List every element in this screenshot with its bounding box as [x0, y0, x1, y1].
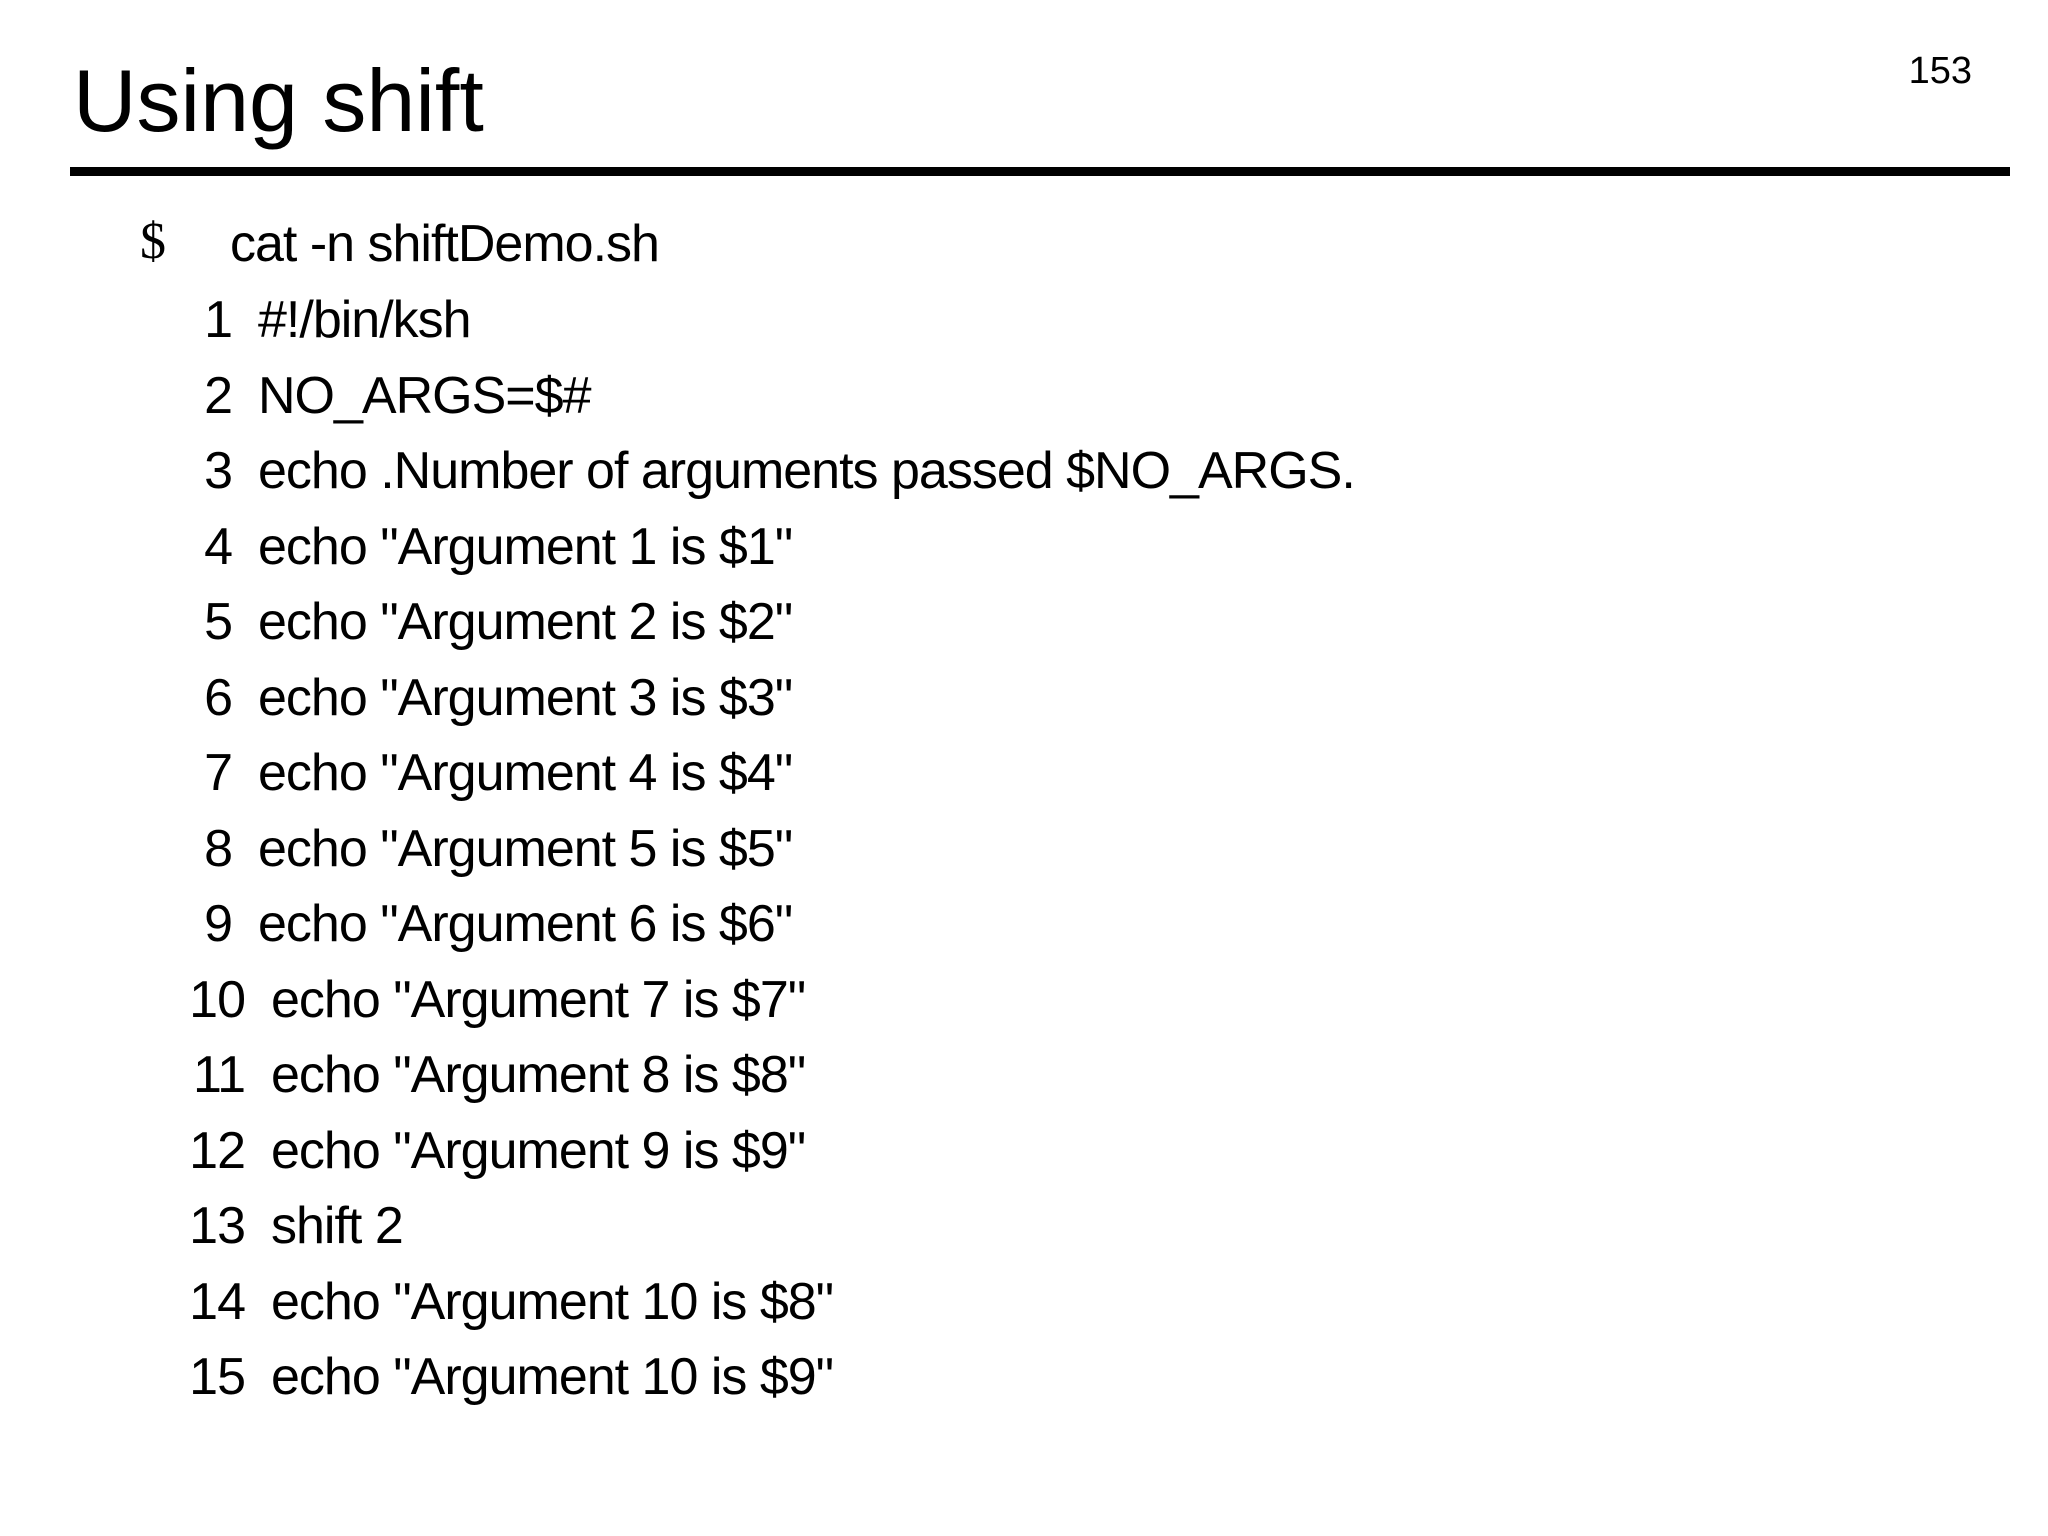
line-text: echo "Argument 8 is $8"	[271, 1046, 806, 1104]
line-number: 6	[204, 668, 232, 727]
line-text: echo "Argument 9 is $9"	[271, 1121, 806, 1180]
line-text: echo "Argument 2 is $2"	[258, 593, 793, 651]
prompt-symbol: $	[140, 213, 166, 270]
line-text: echo "Argument 6 is $6"	[258, 895, 793, 953]
line-number: 1	[204, 291, 232, 349]
line-number: 12	[189, 1121, 245, 1180]
code-line	[0, 662, 2048, 738]
code-line	[0, 888, 2048, 964]
code-line	[0, 511, 2048, 587]
line-number: 8	[204, 819, 232, 878]
line-text: echo "Argument 10 is $9"	[271, 1348, 834, 1406]
line-number: 13	[189, 1197, 245, 1255]
code-line	[0, 1039, 2048, 1115]
line-number: 4	[204, 517, 232, 576]
shell-command: cat -n shiftDemo.sh	[230, 215, 659, 273]
code-line	[0, 435, 2048, 511]
line-number: 10	[189, 970, 245, 1029]
code-line	[0, 1341, 2048, 1417]
code-line	[0, 1115, 2048, 1191]
line-number: 15	[189, 1348, 245, 1406]
line-number: 9	[204, 895, 232, 953]
command-line	[0, 208, 2048, 284]
code-line	[0, 1190, 2048, 1266]
line-text: echo "Argument 7 is $7"	[271, 970, 806, 1029]
line-number: 14	[189, 1272, 245, 1331]
code-line	[0, 813, 2048, 889]
line-text: echo "Argument 3 is $3"	[258, 668, 793, 727]
code-line	[0, 586, 2048, 662]
line-text: echo "Argument 5 is $5"	[258, 819, 793, 878]
line-text: #!/bin/ksh	[258, 291, 471, 349]
line-number: 2	[204, 366, 232, 425]
line-number: 11	[193, 1046, 245, 1104]
code-line	[0, 284, 2048, 360]
line-text: echo "Argument 1 is $1"	[258, 517, 793, 576]
code-listing	[0, 284, 2048, 1417]
code-line	[0, 360, 2048, 436]
line-number: 7	[204, 744, 232, 802]
slide-content	[0, 208, 2048, 1417]
title-divider	[70, 167, 2010, 176]
line-number: 3	[204, 442, 232, 500]
line-text: shift 2	[271, 1197, 403, 1255]
line-text: echo .Number of arguments passed $NO_ARGS.	[258, 442, 1355, 500]
line-text: echo "Argument 4 is $4"	[258, 744, 793, 802]
slide-title: Using shift	[73, 51, 484, 150]
line-text: NO_ARGS=$#	[258, 366, 591, 425]
line-number: 5	[204, 593, 232, 651]
line-text: echo "Argument 10 is $8"	[271, 1272, 834, 1331]
code-line	[0, 964, 2048, 1040]
code-line	[0, 1266, 2048, 1342]
code-line	[0, 737, 2048, 813]
page-number: 153	[1908, 50, 1972, 92]
